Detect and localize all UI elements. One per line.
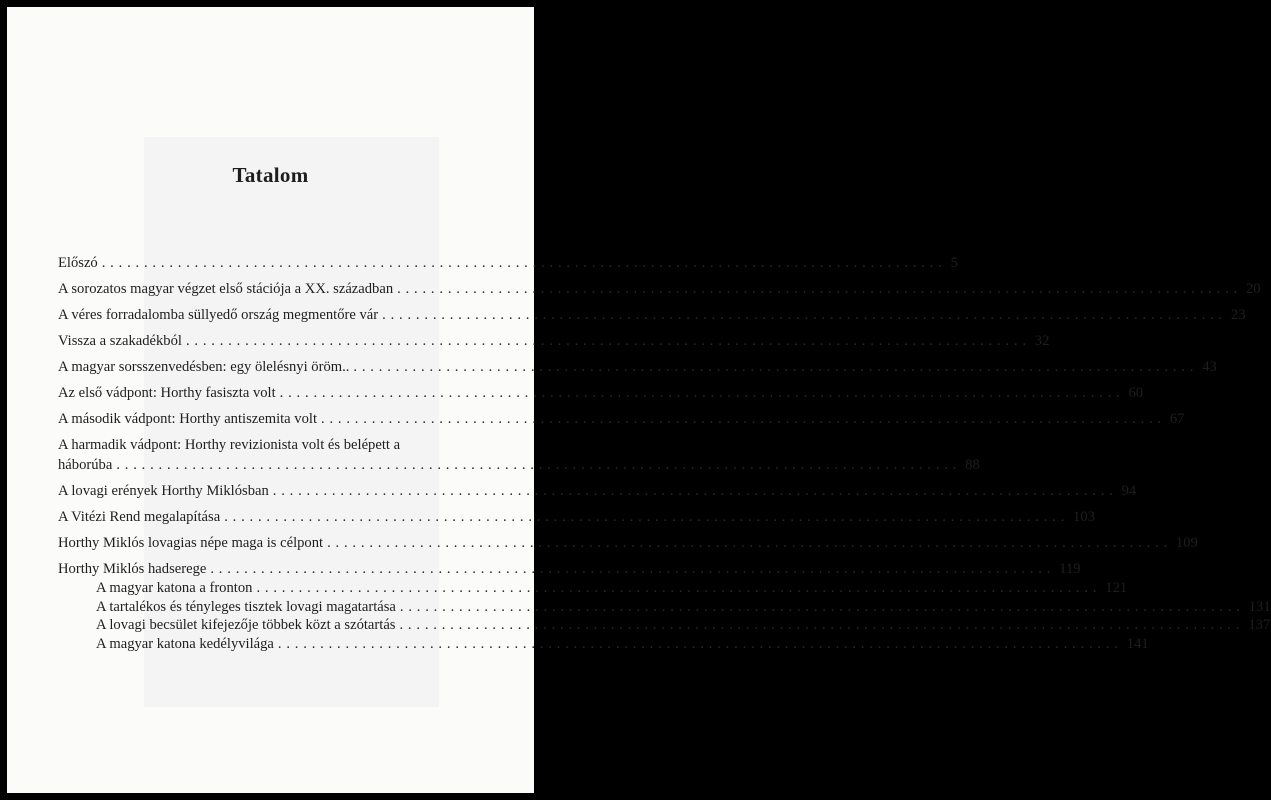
toc-entry-label: Az első vádpont: Horthy fasiszta volt: [58, 385, 276, 401]
dot-leader: ....................................................................................................: [277, 635, 1123, 652]
toc-page-number: 94: [1121, 483, 1137, 499]
toc-entry-label: Horthy Miklós lovagias népe maga is célpont: [58, 535, 324, 551]
toc-page-number: 121: [1105, 580, 1128, 596]
toc-subentry-label: A lovagi becsület kifejezője többek közt a szótartás: [96, 617, 396, 633]
toc-entry-multiline: [58, 435, 980, 475]
dot-leader: ....................................................................................................: [185, 333, 1031, 349]
toc-entry-label-line2: háborúba: [58, 457, 113, 473]
dot-leader: ....................................................................................................: [279, 385, 1125, 401]
dot-leader: ....................................................................................................: [397, 281, 1242, 297]
toc-subentry-label: A magyar katona a fronton: [96, 580, 253, 596]
dot-leader: ....................................................................................................: [116, 457, 962, 473]
toc-page-number: 103: [1073, 509, 1095, 525]
toc-page-number: 119: [1059, 561, 1081, 577]
toc-entry: [58, 357, 1217, 377]
toc-subentry-label: A magyar katona kedélyvilága: [96, 635, 274, 652]
dot-leader: ....................................................................................................: [353, 359, 1199, 375]
toc-entry-label: A második vádpont: Horthy antiszemita volt: [58, 411, 318, 427]
toc-entry: [58, 455, 980, 475]
toc-entry: [58, 383, 1144, 403]
toc-page-number: 43: [1202, 359, 1217, 375]
toc-entry: [58, 533, 1198, 553]
toc-page-number: 137: [1248, 617, 1271, 633]
toc-entry-label-line1: A harmadik vádpont: Horthy revizionista volt és belépett a: [58, 437, 401, 453]
toc-entry: [58, 279, 1261, 299]
toc-page-number: 60: [1128, 385, 1144, 401]
dot-leader: ....................................................................................................: [399, 598, 1245, 615]
page-title: Tatalom: [232, 163, 309, 187]
toc-entry-label: A magyar sorsszenvedésben: egy ölelésnyi öröm..: [58, 359, 350, 375]
toc-page-number: 88: [965, 457, 980, 473]
toc-entry: [58, 507, 1095, 527]
dot-leader: ....................................................................................................: [256, 580, 1102, 596]
toc-subentry-label: A tartalékos és tényleges tisztek lovagi magatartása: [96, 598, 396, 615]
dot-leader: ....................................................................................................: [210, 561, 1056, 577]
toc-page-number: 141: [1126, 635, 1149, 652]
toc-subentry: [58, 616, 1271, 635]
toc-entry-label: A lovagi erények Horthy Miklósban: [58, 483, 269, 499]
dot-leader: ....................................................................................................: [272, 483, 1118, 499]
toc-page-number: 23: [1230, 307, 1246, 323]
toc-entry-label: Előszó: [58, 255, 98, 271]
toc-page-number: 32: [1034, 333, 1050, 349]
toc-entry-label: Vissza a szakadékból: [58, 333, 182, 349]
toc-subentry: [58, 579, 1128, 598]
toc-entry-label: A sorozatos magyar végzet első stációja a XX. században: [58, 281, 394, 297]
toc-entry-label: A véres forradalomba süllyedő ország megmentőre vár: [58, 307, 379, 323]
toc-page-number: 67: [1169, 411, 1185, 427]
toc-page-number: 109: [1175, 535, 1198, 551]
table-of-contents: [58, 253, 1271, 653]
toc-entry: [58, 253, 958, 273]
toc-entry: [58, 331, 1050, 351]
dot-leader: ....................................................................................................: [327, 535, 1172, 551]
toc-entry: [58, 409, 1185, 429]
toc-subentry: [58, 635, 1149, 654]
toc-page-number: 20: [1245, 281, 1261, 297]
toc-entry: [58, 305, 1246, 325]
toc-subentry: [58, 598, 1271, 617]
book-page: [7, 7, 1271, 793]
toc-entry: [58, 559, 1081, 579]
dot-leader: ....................................................................................................: [101, 255, 947, 271]
dot-leader: ....................................................................................................: [224, 509, 1070, 525]
toc-page-number: 5: [950, 255, 958, 271]
toc-entry: [58, 481, 1137, 501]
toc-entry-label: A Vitézi Rend megalapítása: [58, 509, 221, 525]
dot-leader: ....................................................................................................: [321, 411, 1166, 427]
dot-leader: ....................................................................................................: [399, 617, 1245, 633]
dot-leader: ....................................................................................................: [382, 307, 1227, 323]
toc-page-number: 131: [1248, 598, 1271, 615]
toc-entry-label: Horthy Miklós hadserege: [58, 561, 207, 577]
